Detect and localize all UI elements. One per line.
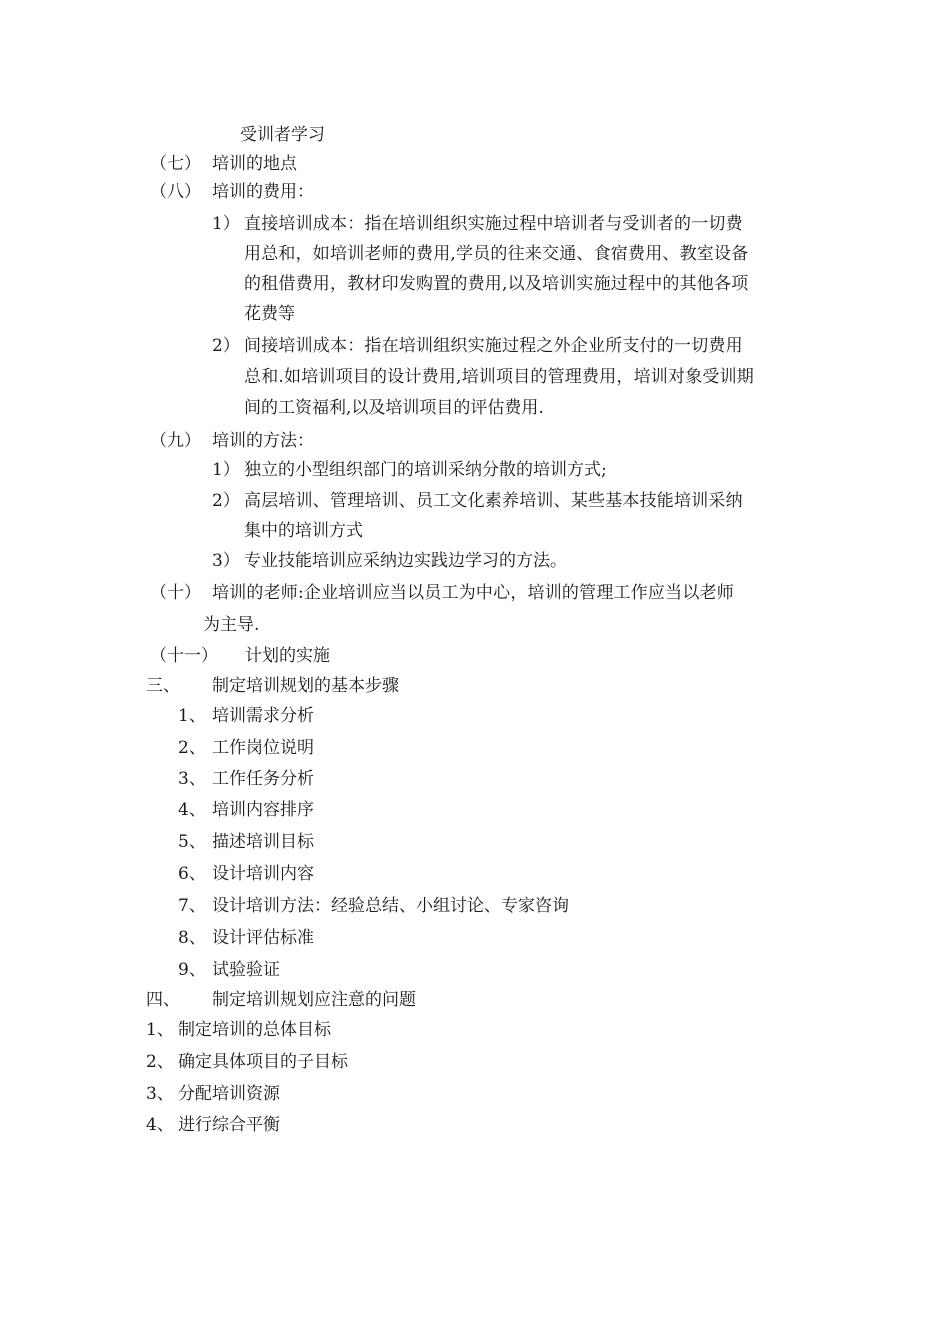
- list-item-text: 间接培训成本：指在培训组织实施过程之外企业所支付的一切费用: [244, 336, 743, 356]
- list-item-text: 独立的小型组织部门的培训采纳分散的培训方式;: [244, 460, 607, 480]
- list-item-text: 专业技能培训应采纳边实践边学习的方法。: [244, 551, 567, 571]
- section-marker: （九）: [150, 431, 201, 451]
- section-heading: 培训的老师:企业培训应当以员工为中心，培训的管理工作应当以老师: [212, 583, 734, 603]
- step-number: 6、: [178, 864, 206, 884]
- item-number: 3、: [146, 1084, 174, 1104]
- step-text: 培训需求分析: [212, 706, 314, 726]
- step-text: 工作任务分析: [212, 769, 314, 789]
- list-number: 1）: [212, 460, 240, 480]
- item-text: 分配培训资源: [178, 1084, 280, 1104]
- list-item-text: 高层培训、管理培训、员工文化素养培训、某些基本技能培训采纳: [244, 491, 743, 511]
- step-number: 9、: [178, 960, 206, 980]
- item-number: 1、: [146, 1020, 174, 1040]
- step-text: 描述培训目标: [212, 832, 314, 852]
- part-marker: 三、: [146, 676, 180, 696]
- section-heading: 培训的地点: [212, 154, 297, 174]
- part-title: 制定培训规划应注意的问题: [212, 990, 416, 1010]
- item-text: 确定具体项目的子目标: [178, 1052, 348, 1072]
- part-marker: 四、: [146, 990, 180, 1010]
- list-item-text: 用总和，如培训老师的费用,学员的往来交通、食宿费用、教室设备: [244, 244, 749, 264]
- step-text: 试验验证: [212, 960, 280, 980]
- list-number: 2）: [212, 491, 240, 511]
- step-number: 3、: [178, 769, 206, 789]
- list-item-text: 间的工资福利,以及培训项目的评估费用.: [244, 398, 544, 418]
- item-text: 进行综合平衡: [178, 1115, 280, 1135]
- section-heading: 培训的费用：: [212, 182, 314, 202]
- step-text: 设计培训方法：经验总结、小组讨论、专家咨询: [212, 896, 569, 916]
- section-heading: 计划的实施: [245, 646, 330, 666]
- step-number: 2、: [178, 738, 206, 758]
- step-number: 1、: [178, 706, 206, 726]
- list-number: 2）: [212, 336, 240, 356]
- item-text: 制定培训的总体目标: [178, 1020, 331, 1040]
- section-heading-continued: 为主导.: [203, 615, 260, 635]
- continuation-text: 受训者学习: [240, 125, 325, 145]
- list-item-text: 总和.如培训项目的设计费用,培训项目的管理费用，培训对象受训期: [244, 367, 755, 387]
- list-item-text: 的租借费用，教材印发购置的费用,以及培训实施过程中的其他各项: [244, 274, 749, 294]
- section-marker: （十一）: [150, 646, 218, 666]
- list-number: 3）: [212, 551, 240, 571]
- section-marker: （七）: [150, 154, 201, 174]
- step-number: 5、: [178, 832, 206, 852]
- step-number: 8、: [178, 928, 206, 948]
- list-number: 1）: [212, 214, 240, 234]
- list-item-text: 直接培训成本：指在培训组织实施过程中培训者与受训者的一切费: [244, 214, 743, 234]
- step-text: 工作岗位说明: [212, 738, 314, 758]
- list-item-text: 花费等: [244, 304, 295, 324]
- list-item-text: 集中的培训方式: [244, 521, 363, 541]
- item-number: 4、: [146, 1115, 174, 1135]
- section-marker: （十）: [150, 583, 201, 603]
- step-number: 7、: [178, 896, 206, 916]
- step-text: 培训内容排序: [212, 800, 314, 820]
- section-marker: （八）: [150, 182, 201, 202]
- section-heading: 培训的方法：: [212, 431, 314, 451]
- step-text: 设计评估标准: [212, 928, 314, 948]
- step-text: 设计培训内容: [212, 864, 314, 884]
- item-number: 2、: [146, 1052, 174, 1072]
- step-number: 4、: [178, 800, 206, 820]
- part-title: 制定培训规划的基本步骤: [212, 676, 399, 696]
